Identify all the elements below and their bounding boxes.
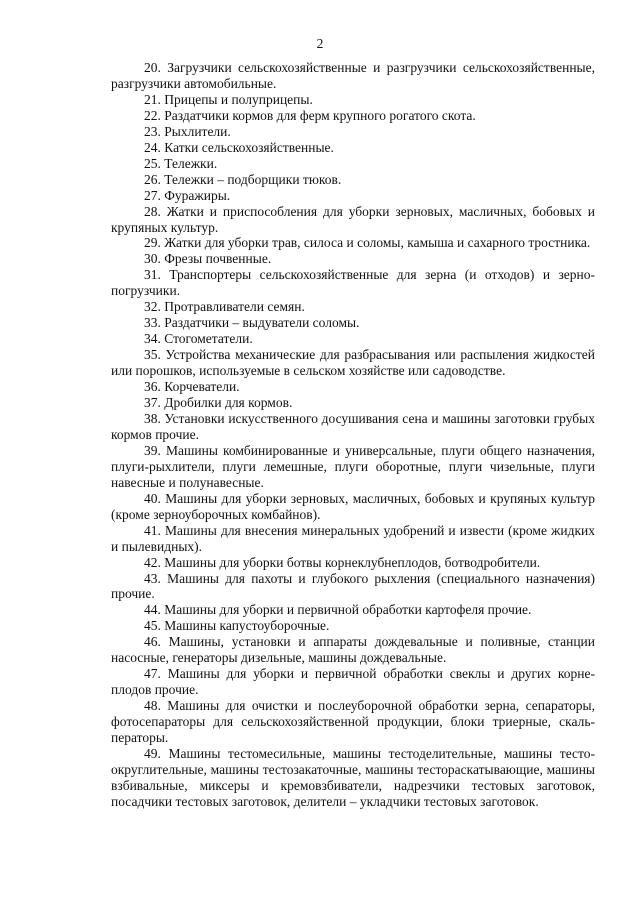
list-item: 21. Прицепы и полуприцепы. bbox=[144, 91, 313, 107]
list-item: 49. Машины тестомесильные, машины тестоделительные, машины тестоокруглительные, машины тестозакаточные, машины тестораскатывающие, машины взбивальные, миксеры и кремовзбиватели, надрезчики тестовых заготовок, посадчики тестовых заготовок, делители – укладчики тестовых заготовок. bbox=[111, 745, 595, 809]
list-item: 29. Жатки для уборки трав, силоса и соломы, камыша и сахарного тростника. bbox=[144, 235, 591, 251]
list-item: 46. Машины, установки и аппараты дождевальные и поливные, станции насосные, генераторы дизельные, машины дождевальные. bbox=[111, 634, 595, 666]
list-item: 44. Машины для уборки и первичной обработки картофеля прочие. bbox=[144, 602, 532, 618]
list-item: 31. Транспортеры сельскохозяйственные для зерна (и отходов) и зернопогрузчики. bbox=[111, 267, 595, 299]
list-item: 24. Катки сельскохозяйственные. bbox=[144, 139, 334, 155]
list-item: 43. Машины для пахоты и глубокого рыхления (специального назначения) прочие. bbox=[111, 570, 595, 602]
list-item: 32. Протравливатели семян. bbox=[144, 299, 305, 315]
list-item: 28. Жатки и приспособления для уборки зерновых, масличных, бобовых и крупяных культур. bbox=[111, 203, 595, 235]
list-item: 38. Установки искусственного досушивания сена и машины заготовки грубых кормов прочие. bbox=[111, 410, 595, 442]
list-item: 22. Раздатчики кормов для ферм крупного рогатого скота. bbox=[144, 107, 476, 123]
list-item: 48. Машины для очистки и послеуборочной обработки зерна, сепараторы, фотосепараторы для сельскохозяйственной продукции, блоки триерные, скальператоры. bbox=[111, 698, 595, 746]
list-item: 41. Машины для внесения минеральных удобрений и извести (кроме жидких и пылевидных). bbox=[111, 522, 595, 554]
list-item: 40. Машины для уборки зерновых, масличных, бобовых и крупяных культур (кроме зерноуборочных комбайнов). bbox=[111, 490, 595, 522]
list-item: 20. Загрузчики сельскохозяйственные и разгрузчики сельскохозяйственные, разгрузчики автомобильные. bbox=[111, 60, 595, 91]
list-item: 42. Машины для уборки ботвы корнеклубнеплодов, ботводробители. bbox=[144, 554, 541, 570]
document-body bbox=[111, 60, 595, 810]
list-item: 36. Корчеватели. bbox=[144, 379, 240, 395]
list-item: 25. Тележки. bbox=[144, 155, 218, 171]
list-item: 30. Фрезы почвенные. bbox=[144, 251, 272, 267]
list-item: 33. Раздатчики – выдуватели соломы. bbox=[144, 315, 360, 331]
list-item: 34. Стогометатели. bbox=[144, 331, 253, 347]
list-item: 26. Тележки – подборщики тюков. bbox=[144, 171, 342, 187]
list-item: 37. Дробилки для кормов. bbox=[144, 395, 293, 411]
list-item: 23. Рыхлители. bbox=[144, 123, 231, 139]
list-item: 27. Фуражиры. bbox=[144, 187, 231, 203]
list-item: 39. Машины комбинированные и универсальные, плуги общего назначения, плуги-рыхлители, плуги лемешные, плуги оборотные, плуги чизельные, плуги навесные и полунавесные. bbox=[111, 442, 595, 490]
list-item: 45. Машины капустоуборочные. bbox=[144, 618, 330, 634]
list-item: 47. Машины для уборки и первичной обработки свеклы и других корнеплодов прочие. bbox=[111, 666, 595, 698]
page-number: 2 bbox=[316, 36, 324, 51]
list-item: 35. Устройства механические для разбрасывания или распыления жидкостей или порошков, используемые в сельском хозяйстве или садоводстве. bbox=[111, 347, 595, 379]
